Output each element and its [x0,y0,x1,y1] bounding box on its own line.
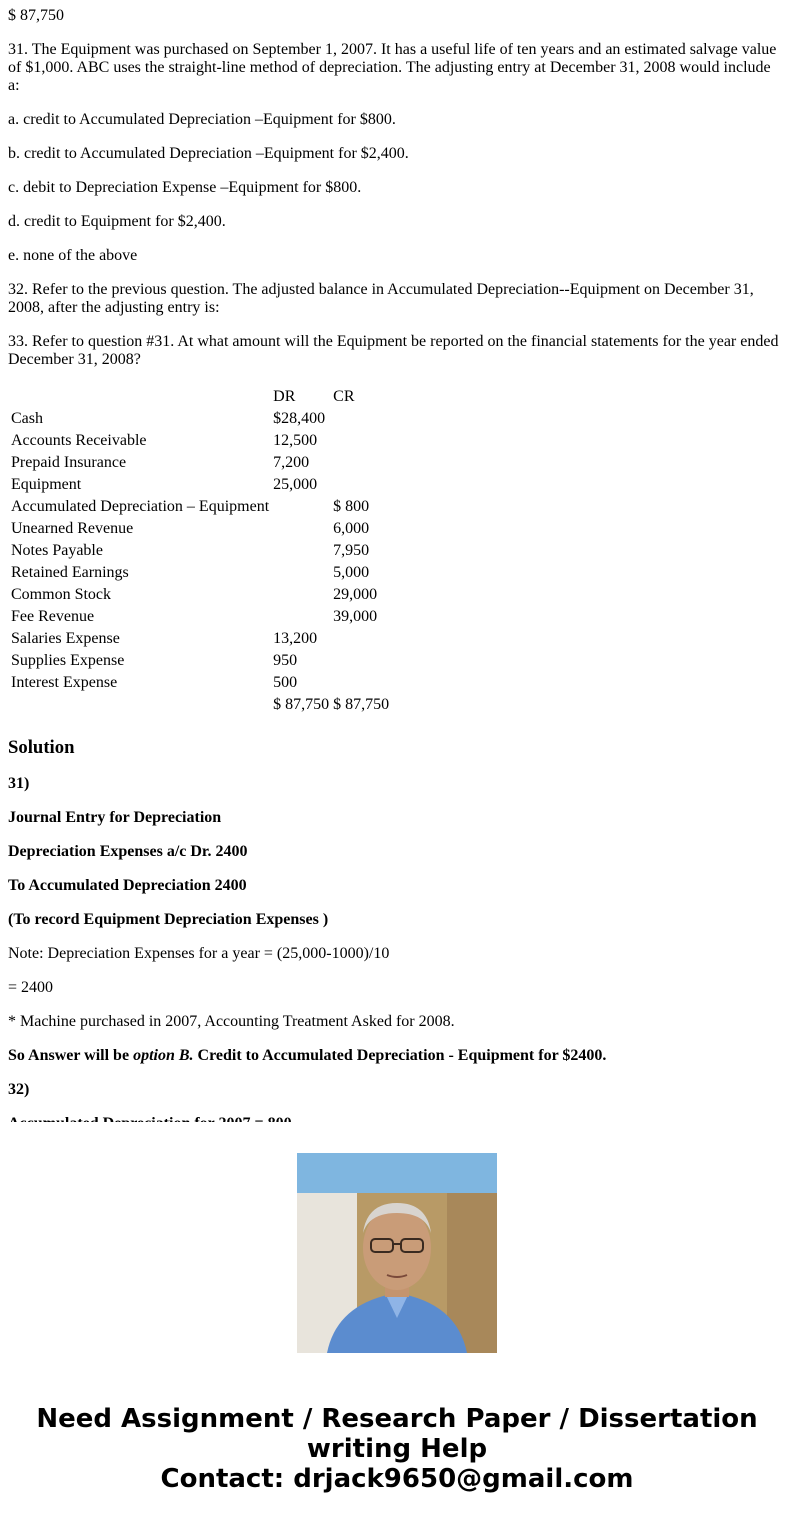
header-dr: DR [273,388,296,405]
account-cell: Fee Revenue [11,608,95,625]
account-cell: Common Stock [11,586,112,603]
dr-cell: 13,200 [273,630,318,647]
table-row [10,409,390,429]
totals-account [10,695,270,715]
account-cell: Equipment [11,476,82,493]
cr-cell: 29,000 [333,586,378,603]
purchase-remark: * Machine purchased in 2007, Accounting Treatment Asked for 2008. [8,1013,455,1030]
account-cell: Retained Earnings [11,564,129,581]
option-b: b. credit to Accumulated Depreciation –Equipment for $2,400. [8,145,409,162]
answer-line [8,1047,786,1065]
account-cell: Notes Payable [11,542,103,559]
journal-debit-line: Depreciation Expenses a/c Dr. 2400 [8,843,248,860]
journal-narration: (To record Equipment Depreciation Expenses ) [8,911,329,928]
cr-cell: 6,000 [333,520,370,537]
avatar-photo [297,1153,497,1353]
journal-credit-line: To Accumulated Depreciation 2400 [8,877,247,894]
table-row [10,431,390,451]
cr-cell [332,453,390,473]
answer-option: option B. [133,1047,194,1064]
dr-cell: 950 [273,652,298,669]
solution-q32-label: 32) [8,1081,30,1098]
header-cr: CR [333,388,355,405]
dr-cell [272,541,330,561]
cr-cell [332,673,390,693]
account-cell: Cash [11,410,43,427]
table-row [10,541,390,561]
question-32: 32. Refer to the previous question. The adjusted balance in Accumulated Depreciation--Equipment on December 31, 2008, after the adjusting entry is: [8,281,754,316]
answer-suffix: Credit to Accumulated Depreciation - Equipment for $2400. [193,1047,607,1064]
avatar [297,1153,497,1353]
option-c: c. debit to Depreciation Expense –Equipment for $800. [8,179,362,196]
table-row [10,563,390,583]
account-cell: Interest Expense [11,674,118,691]
question-31: 31. The Equipment was purchased on September 1, 2007. It has a useful life of ten years and an estimated salvage value of $1,000. ABC uses the straight-line method of depreciation. The adjusting entry at December 31, 2008 would include a: [8,41,777,94]
question-document [8,0,786,1122]
table-row [10,651,390,671]
option-e: e. none of the above [8,247,138,264]
table-row [10,453,390,473]
journal-title: Journal Entry for Depreciation [8,809,222,826]
cr-cell [332,431,390,451]
dr-cell: 25,000 [273,476,318,493]
dr-cell: 500 [273,674,298,691]
cr-cell: 5,000 [333,564,370,581]
cr-cell [332,629,390,649]
promo-banner [0,1122,794,1523]
promo-contact-line: Contact: drjack9650@gmail.com [160,1464,634,1494]
trial-balance-table [8,385,392,717]
account-cell: Accounts Receivable [11,432,147,449]
dr-cell [272,497,330,517]
account-cell: Salaries Expense [11,630,120,647]
cr-cell: 7,950 [333,542,370,559]
table-row [10,497,390,517]
promo-line-2: writing Help [306,1434,488,1464]
account-cell: Supplies Expense [11,652,125,669]
cr-cell: $ 800 [333,498,370,515]
dr-cell: 7,200 [273,454,310,471]
table-row [10,475,390,495]
cr-cell [332,409,390,429]
header-total: $ 87,750 [8,7,64,24]
table-row [10,629,390,649]
dr-cell: $28,400 [273,410,326,427]
dr-cell [272,563,330,583]
table-row [10,673,390,693]
cr-cell: 39,000 [333,608,378,625]
table-totals-row [10,695,390,715]
table-row [10,585,390,605]
account-cell: Unearned Revenue [11,520,134,537]
dr-cell [272,607,330,627]
totals-dr: $ 87,750 [273,696,330,713]
account-cell: Prepaid Insurance [11,454,127,471]
table-header-row [10,387,390,407]
cr-cell [332,475,390,495]
depreciation-note: Note: Depreciation Expenses for a year = (25,000-1000)/10 [8,945,390,962]
dr-cell [272,585,330,605]
solution-q31-label: 31) [8,775,30,792]
table-row [10,519,390,539]
solution-heading: Solution [8,737,75,758]
depreciation-result: = 2400 [8,979,54,996]
dr-cell [272,519,330,539]
question-33: 33. Refer to question #31. At what amount will the Equipment be reported on the financial statements for the year ended December 31, 2008? [8,333,779,368]
cr-cell [332,651,390,671]
promo-line-1: Need Assignment / Research Paper / Dissertation [36,1404,758,1434]
table-row [10,607,390,627]
account-cell: Accumulated Depreciation – Equipment [11,498,270,515]
option-a: a. credit to Accumulated Depreciation –Equipment for $800. [8,111,396,128]
promo-text [0,1404,794,1494]
answer-prefix: So Answer will be [8,1047,134,1064]
option-d: d. credit to Equipment for $2,400. [8,213,226,230]
totals-cr: $ 87,750 [333,696,390,713]
header-account [10,387,270,407]
dr-cell: 12,500 [273,432,318,449]
